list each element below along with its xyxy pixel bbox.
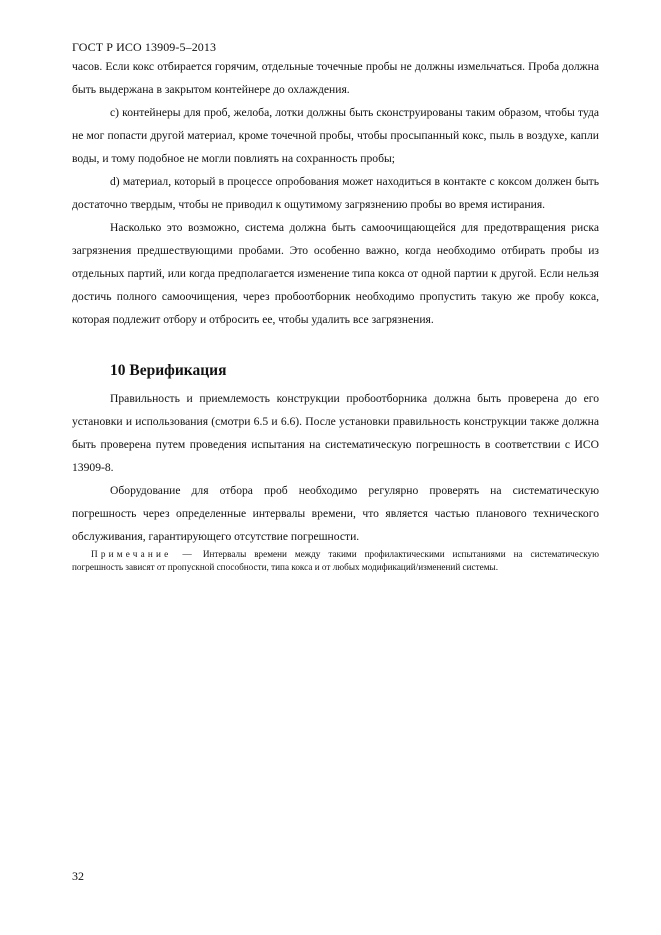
section-heading-verification: 10 Верификация (110, 362, 227, 379)
paragraph-continuation: часов. Если кокс отбирается горячим, отдельные точечные пробы не должны измельчаться. Проба должна быть выдержана в закрытом контейнере до охлаждения. (72, 60, 599, 96)
paragraph-verification-2: Оборудование для отбора проб необходимо регулярно проверять на систематическую погрешность через определенные интервалы времени, что является частью планового технического обслуживания, гарантирующего отсутствие погрешности. (72, 484, 599, 543)
page-number: 32 (72, 869, 84, 883)
note-text: Интервалы времени между такими профилактическими испытаниями на систематическую погрешность зависят от пропускной способности, типа кокса и от любых модификаций/изменений системы. (72, 549, 599, 572)
list-item-d: d) материал, который в процессе опробования может находиться в контакте с коксом должен быть достаточно твердым, чтобы не приводил к ощутимому загрязнению пробы во время истирания. (72, 175, 599, 211)
document-header: ГОСТ Р ИСО 13909-5–2013 (72, 40, 217, 54)
paragraph-verification-1: Правильность и приемлемость конструкции пробоотборника должна быть проверена до его установки и использования (смотри 6.5 и 6.6). После установки правильность конструкции также должна быть проверена путем проведения испытания на систематическую погрешность в соответствии с ИСО 13909-8. (72, 392, 599, 474)
page-body (72, 55, 599, 574)
list-item-c: c) контейнеры для проб, желоба, лотки должны быть сконструированы таким образом, чтобы туда не мог попасти другой материал, кроме точечной пробы, чтобы просыпанный кокс, пыль в воздухе, капли воды, и тому подобное не могли повлиять на сохранность пробы; (72, 106, 599, 165)
note-label: Примечание — (91, 549, 195, 559)
note (72, 548, 599, 574)
paragraph-self-cleaning: Насколько это возможно, система должна быть самоочищающейся для предотвращения риска загрязнения предшествующими пробами. Это особенно важно, когда необходимо отбирать пробы из отдельных партий, или когда предполагается изменение типа кокса от одной партии к другой. Если нельзя достичь полного самоочищения, через пробоотборник необходимо пропустить такую же пробу кокса, которая подлежит отбору и отбросить ее, чтобы удалить все загрязнения. (72, 221, 599, 326)
